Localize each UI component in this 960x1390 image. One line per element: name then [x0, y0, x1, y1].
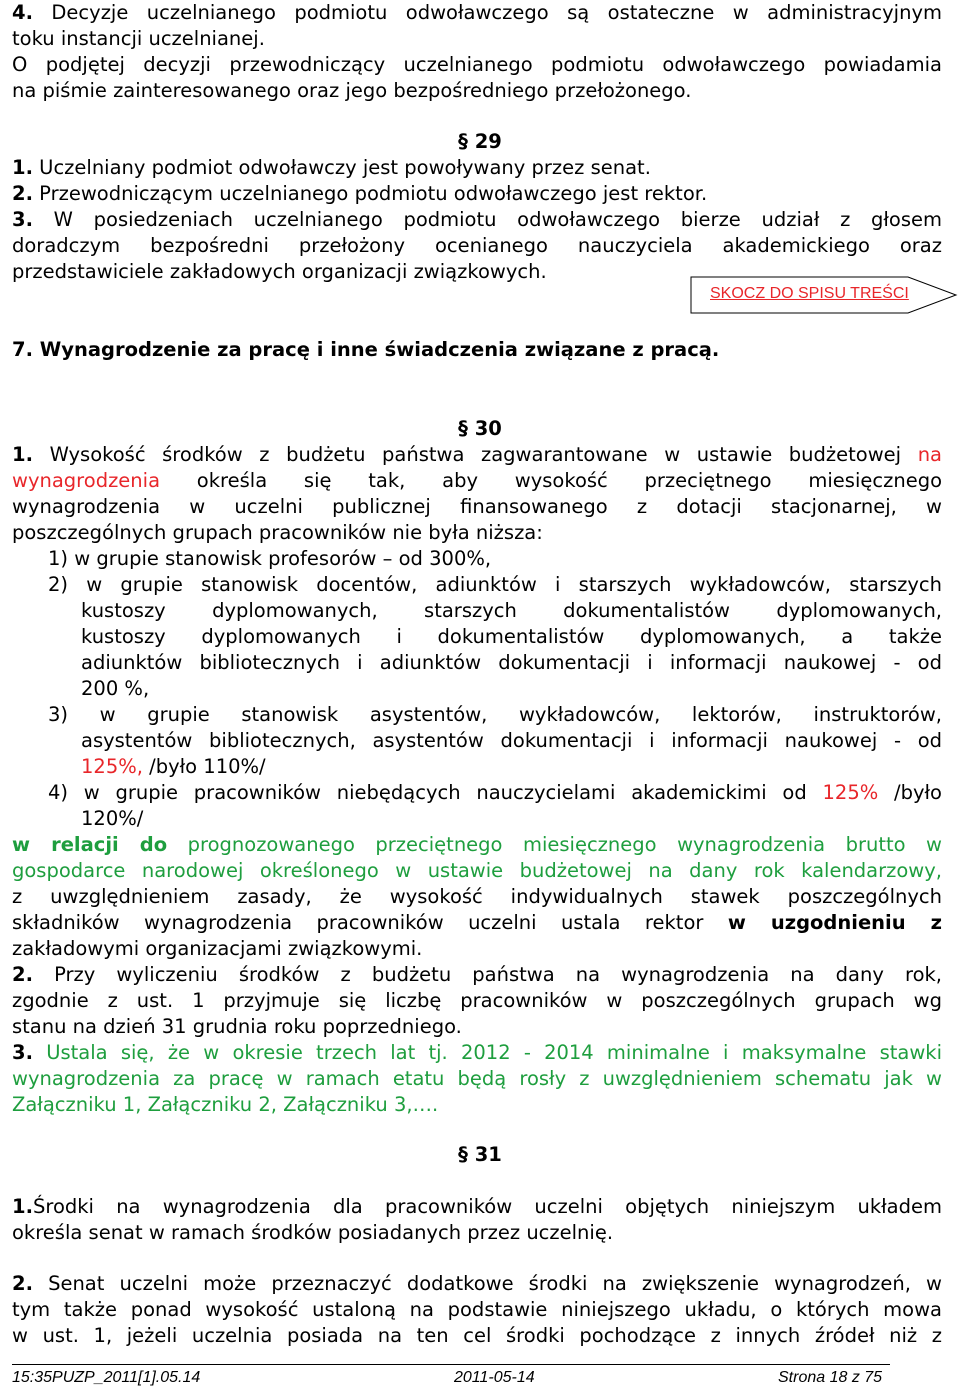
text: przedstawiciele zakładowych organizacji związkowych.: [12, 260, 547, 283]
chapter-heading: 7. Wynagrodzenie za pracę i inne świadczenia związane z pracą.: [12, 338, 720, 361]
list-item: adiunktów bibliotecznych i adiunktów dokumentacji i informacji naukowej - od: [81, 651, 942, 674]
footer-rule: [12, 1364, 890, 1365]
text: O podjętej decyzji przewodniczący uczelnianego podmiotu odwoławczego powiadamia: [12, 53, 942, 76]
highlight-green: gospodarce narodowej określonego w ustawie budżetowej na dany rok kalendarzowy,: [12, 859, 942, 882]
paragraph-number: 3.: [12, 208, 33, 231]
highlight-red: 125%,: [81, 755, 143, 778]
s30-p1: 1. Wysokość środków z budżetu państwa zagwarantowane w ustawie budżetowej na: [12, 443, 942, 466]
text: na piśmie zainteresowanego oraz jego bezpośredniego przełożonego.: [12, 79, 692, 102]
s30-p2: 2. Przy wyliczeniu środków z budżetu państwa na wynagrodzenia na dany rok,: [12, 963, 942, 986]
s30-p1: poszczególnych grupach pracowników nie była niższa:: [12, 521, 543, 544]
paragraph-number: 4.: [12, 1, 33, 24]
list-item: 125%, /było 110%/: [81, 755, 266, 778]
list-item: 120%/: [81, 807, 144, 830]
s29-p1: [12, 155, 942, 181]
list-item: asystentów bibliotecznych, asystentów dokumentacji i informacji naukowej - od: [81, 729, 942, 752]
paragraph-number: 1.: [12, 1195, 33, 1218]
skip-link-label[interactable]: SKOCZ DO SPISU TREŚCI: [710, 285, 909, 302]
section-29-heading: § 29: [458, 130, 502, 153]
relation-text: zakładowymi organizacjami związkowymi.: [12, 937, 423, 960]
text: Decyzje uczelnianego podmiotu odwoławczego są ostateczne w administracyjnym: [32, 1, 942, 24]
s30-p1: wynagrodzenia określa się tak, aby wysokość przeciętnego miesięcznego: [12, 469, 942, 492]
highlight-red: na: [917, 443, 942, 466]
s30-p2: stanu na dzień 31 grudnia roku poprzedniego.: [12, 1015, 462, 1038]
highlight-green: w relacji do: [12, 833, 168, 856]
s29-p2: [12, 181, 942, 207]
list-item: 200 %,: [81, 677, 150, 700]
paragraph-4-line: [12, 78, 942, 104]
s31-p2: w ust. 1, jeżeli uczelnia posiada na ten cel środki pochodzące z innych źródeł niż z: [12, 1324, 942, 1347]
text: Przewodniczącym uczelnianego podmiotu odwoławczego jest rektor.: [32, 182, 708, 205]
paragraph-number: 1.: [12, 443, 33, 466]
highlight-green: Załączniku 1, Załączniku 2, Załączniku 3,….: [12, 1093, 439, 1116]
list-item: kustoszy dyplomowanych i dokumentalistów dyplomowanych, a także: [81, 625, 942, 648]
paragraph-4-line: [12, 26, 942, 52]
list-item: 2) w grupie stanowisk docentów, adiunktów i starszych wykładowców, starszych: [48, 573, 942, 596]
text: doradczym bezpośredni przełożony ocenianego nauczyciela akademickiego oraz: [12, 234, 942, 257]
footer-filename: 15:35PUZP_2011[1].05.14: [12, 1369, 201, 1386]
s30-p3: [12, 1092, 942, 1118]
list-item: 1) w grupie stanowisk profesorów – od 300%,: [48, 547, 492, 570]
footer-date: 2011-05-14: [454, 1369, 535, 1386]
footer-page-number: Strona 18 z 75: [778, 1369, 883, 1386]
highlight-green: Ustala się, że w okresie trzech lat tj. 2012 - 2014 minimalne i maksymalne stawki: [32, 1041, 942, 1064]
paragraph-number: 2.: [12, 182, 33, 205]
text: Uczelniany podmiot odwoławczy jest powoływany przez senat.: [32, 156, 651, 179]
s30-p1: wynagrodzenia w uczelni publicznej finansowanego z dotacji stacjonarnej, w: [12, 495, 942, 518]
s30-p3: [12, 1066, 942, 1092]
paragraph-number: 2.: [12, 1272, 33, 1295]
relation-text: składników wynagrodzenia pracowników uczelni ustala rektor w uzgodnieniu z: [12, 911, 942, 934]
list-item: kustoszy dyplomowanych, starszych dokumentalistów dyplomowanych,: [81, 599, 942, 622]
highlight-red: wynagrodzenia: [12, 469, 161, 492]
paragraph-number: 1.: [12, 156, 33, 179]
s31-p2: tym także ponad wysokość ustaloną na podstawie niniejszego układu, o których mowa: [12, 1298, 942, 1321]
highlight-green: wynagrodzenia za pracę w ramach etatu będą rosły z uwzględnieniem schematu jak w: [12, 1067, 942, 1090]
list-item: 3) w grupie stanowisk asystentów, wykładowców, lektorów, instruktorów,: [48, 703, 942, 726]
s31-p2: 2. Senat uczelni może przeznaczyć dodatkowe środki na zwiększenie wynagrodzeń, w: [12, 1272, 942, 1295]
relation-text: z uwzględnieniem zasady, że wysokość indywidualnych stawek poszczególnych: [12, 885, 942, 908]
s29-p3: [12, 207, 942, 233]
relation-text: [12, 858, 942, 884]
paragraph-number: 2.: [12, 963, 33, 986]
paragraph-number: 3.: [12, 1041, 33, 1064]
s31-p1: 1.Środki na wynagrodzenia dla pracowników uczelni objętych niniejszym układem: [12, 1195, 942, 1218]
highlight-red: 125%: [822, 781, 879, 804]
list-item: 4) w grupie pracowników niebędących nauczycielami akademickimi od 125% /było: [48, 781, 942, 804]
s31-p1: określa senat w ramach środków posiadanych przez uczelnię.: [12, 1221, 614, 1244]
text: toku instancji uczelnianej.: [12, 27, 265, 50]
section-30-heading: § 30: [458, 417, 502, 440]
page-footer: [12, 1364, 942, 1390]
skip-to-toc-link[interactable]: [690, 276, 958, 314]
s30-p3: [12, 1040, 942, 1066]
paragraph-4-line: [12, 0, 942, 26]
s29-p3: [12, 233, 942, 259]
s30-p2: zgodnie z ust. 1 przyjmuje się liczbę pracowników w poszczególnych grupach wg: [12, 989, 942, 1012]
paragraph-4-line: [12, 52, 942, 78]
text: W posiedzeniach uczelnianego podmiotu odwoławczego bierze udział z głosem: [32, 208, 942, 231]
bold-text: w uzgodnieniu z: [727, 911, 942, 934]
section-31-heading: § 31: [458, 1143, 502, 1166]
highlight-green: prognozowanego przeciętnego miesięcznego wynagrodzenia brutto w: [167, 833, 942, 856]
relation-text: [12, 832, 942, 858]
